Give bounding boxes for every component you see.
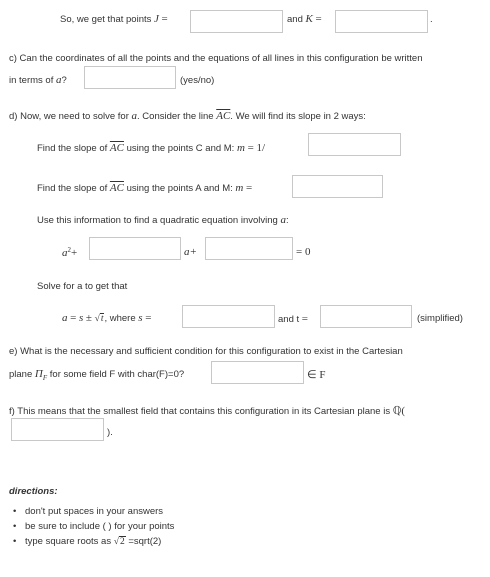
part-c-question-cont [9, 74, 67, 86]
pi-symbol: Π [34, 368, 43, 380]
var-m: m [236, 142, 245, 154]
radicand: 2 [119, 537, 125, 547]
var-a: a [56, 74, 62, 86]
equals-sign: = [161, 13, 168, 25]
direction-text: =sqrt(2) [128, 536, 162, 547]
solution-formula [62, 312, 151, 324]
part-e-question-cont [9, 368, 184, 382]
quadratic-prompt [37, 214, 289, 226]
var-t: t [296, 314, 300, 325]
question-mark: ? [61, 75, 67, 86]
condition-input[interactable] [211, 361, 304, 384]
where-text: , where [104, 313, 136, 324]
points-jk-prompt [60, 13, 168, 25]
and-t-label [278, 313, 308, 325]
direction-text: be sure to include ( ) for your points [25, 521, 175, 532]
and-text: and [287, 14, 303, 25]
point-k-input[interactable] [335, 10, 428, 33]
slope1-prompt [37, 142, 265, 154]
equals-sign: = [145, 312, 152, 324]
simplified-hint: (simplified) [417, 313, 463, 324]
part-f-question [9, 404, 405, 417]
close-paren: ). [107, 427, 113, 438]
var-s: s [138, 312, 143, 324]
line-ac: $\overline{AC}$ [109, 142, 124, 154]
var-a: a [62, 247, 68, 260]
equals-zero: = 0 [296, 246, 311, 258]
line-ac: $\overline{AC}$ [216, 110, 231, 122]
question-text: for some field F with char(F)=0? [49, 369, 185, 380]
plus-minus-sign: ± [85, 312, 92, 324]
part-e-question: e) What is the necessary and sufficient condition for this configuration to exist in the Cartesian [9, 346, 403, 357]
sqrt-t: √t [94, 314, 104, 324]
question-text: f) This means that the smallest field that contains this configuration in its Cartesian plane is [9, 406, 391, 417]
plus-sign: + [71, 247, 78, 260]
var-k: K [305, 13, 313, 25]
var-s: s [79, 312, 84, 324]
exponent-2: 2 [67, 246, 71, 254]
line-ac: $\overline{AC}$ [109, 182, 124, 194]
prompt-text: So, we get that points [60, 14, 152, 25]
var-a: a [62, 312, 68, 324]
period: . [430, 14, 433, 25]
yes-no-hint: (yes/no) [180, 75, 215, 86]
field-subscript: F [42, 374, 48, 383]
directions-title: directions: [9, 486, 58, 497]
solve-prompt: Solve for a to get that [37, 281, 128, 292]
coefficient-2-input[interactable] [205, 237, 293, 260]
slope-text: Find the slope of [37, 143, 108, 154]
direction-item [9, 534, 174, 549]
slope-equation: = 1/ [247, 142, 266, 154]
slope2-prompt [37, 182, 252, 194]
a-plus-term: a+ [184, 246, 197, 258]
quadratic-text: Use this information to find a quadratic equation involving [37, 215, 278, 226]
var-t: t [100, 314, 104, 324]
question-text: plane [9, 369, 33, 380]
intro-text: d) Now, we need to solve for [9, 111, 129, 122]
part-d-intro [9, 110, 366, 122]
directions-list [9, 504, 174, 549]
direction-item [9, 504, 174, 519]
a-squared-term [62, 246, 77, 259]
plane-symbol [34, 368, 48, 383]
var-m: m [235, 182, 244, 194]
and-text: and [278, 314, 294, 325]
intro-text: . We will find its slope in 2 ways: [230, 111, 366, 122]
equals-sign: = [301, 313, 308, 325]
direction-item [9, 519, 174, 534]
slope-am-input[interactable] [292, 175, 383, 198]
sqrt-2: √2 [113, 537, 125, 547]
element-of-f: ∈ F [307, 369, 326, 381]
colon: : [285, 215, 289, 226]
var-j: J [154, 13, 159, 25]
slope-cm-input[interactable] [308, 133, 401, 156]
question-text: in terms of [9, 75, 54, 86]
field-extension-input[interactable] [11, 418, 104, 441]
t-value-input[interactable] [320, 305, 412, 328]
rationals-symbol: ℚ( [392, 405, 406, 417]
slope-text: using the points C and M: [126, 143, 235, 154]
equals-sign: = [245, 182, 253, 194]
slope-text: Find the slope of [37, 183, 108, 194]
direction-text: type square roots as [25, 536, 112, 547]
point-j-input[interactable] [190, 10, 283, 33]
equals-sign: = [315, 13, 322, 25]
direction-text: don't put spaces in your answers [25, 506, 164, 517]
and-k-label [287, 13, 322, 25]
var-a: a [280, 214, 286, 226]
s-value-input[interactable] [182, 305, 275, 328]
var-a: a [131, 110, 138, 122]
equals-sign: = [70, 312, 77, 324]
part-c-question: c) Can the coordinates of all the points and the equations of all lines in this configuration be written [9, 53, 423, 64]
yes-no-input[interactable] [84, 66, 176, 89]
intro-text: . Consider the line [137, 111, 214, 122]
coefficient-1-input[interactable] [89, 237, 181, 260]
slope-text: using the points A and M: [126, 183, 233, 194]
